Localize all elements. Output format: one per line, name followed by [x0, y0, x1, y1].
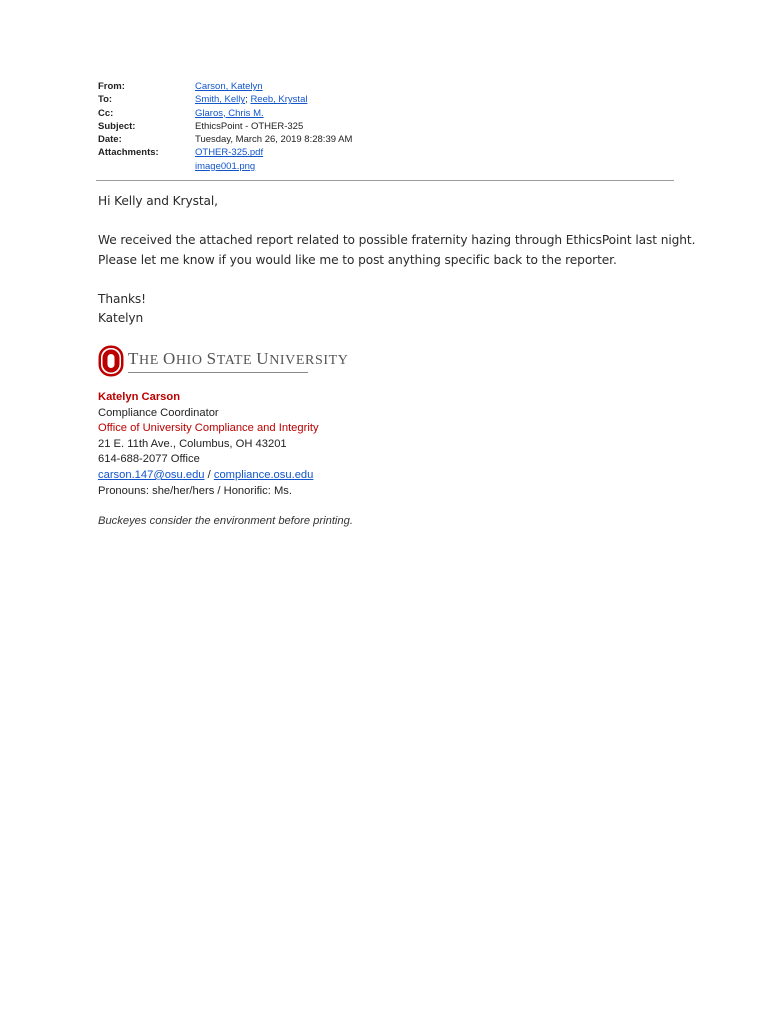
to-values	[195, 93, 307, 106]
cc-link[interactable]: Glaros, Chris M.	[195, 107, 264, 119]
logo-wordmark: THE OHIO STATE UNIVERSITY	[128, 349, 349, 368]
links-separator: /	[204, 468, 214, 481]
block-o-icon	[98, 345, 124, 377]
signature-pronouns: Pronouns: she/her/hers / Honorific: Ms.	[98, 484, 293, 497]
date-label: Date:	[98, 134, 122, 146]
to-link-smith[interactable]: Smith, Kelly	[195, 94, 246, 106]
attachment-png-link[interactable]: image001.png	[195, 160, 256, 172]
attachments-label: Attachments:	[98, 147, 159, 159]
cc-label: Cc:	[98, 107, 114, 119]
attachments-list	[195, 146, 263, 173]
attachments-row	[98, 146, 352, 173]
email-link[interactable]: carson.147@osu.edu	[98, 468, 205, 481]
thanks: Thanks!	[98, 291, 146, 306]
spacer	[98, 270, 698, 290]
from-label: From:	[98, 81, 125, 92]
header-divider	[96, 180, 674, 181]
signature-block	[98, 390, 353, 530]
date-value: Tuesday, March 26, 2019 8:28:39 AM	[195, 134, 353, 146]
subject-label: Subject:	[98, 120, 136, 132]
signature-phone: 614-688-2077 Office	[98, 453, 200, 466]
signature-links	[98, 468, 353, 484]
to-link-reeb[interactable]: Reeb, Krystal	[250, 94, 308, 106]
logo-underline	[128, 372, 308, 373]
cc-row	[98, 107, 352, 120]
print-note: Buckeyes consider the environment before printing.	[98, 515, 353, 528]
spacer	[98, 212, 698, 232]
attachment-pdf-link[interactable]: OTHER-325.pdf	[195, 147, 264, 159]
subject-value: EthicsPoint - OTHER-325	[195, 120, 304, 132]
to-label: To:	[98, 94, 113, 106]
signature-address: 21 E. 11th Ave., Columbus, OH 43201	[98, 437, 287, 450]
body-line-2: Please let me know if you would like me to post anything specific back to the reporter.	[98, 252, 617, 267]
date-row	[98, 133, 352, 146]
email-header	[98, 80, 352, 173]
email-body	[98, 192, 698, 329]
from-row	[98, 80, 352, 93]
to-separator: ;	[245, 94, 248, 106]
to-row	[98, 93, 352, 106]
from-link[interactable]: Carson, Katelyn	[195, 81, 263, 92]
body-line-1: We received the attached report related to possible fraternity hazing through EthicsPoint last night.	[98, 233, 696, 247]
greeting: Hi Kelly and Krystal,	[98, 194, 218, 208]
signature-name: Katelyn Carson	[98, 391, 181, 403]
subject-row	[98, 120, 352, 133]
signoff: Katelyn	[98, 311, 144, 325]
signature-office: Office of University Compliance and Integrity	[98, 422, 319, 435]
website-link[interactable]: compliance.osu.edu	[213, 468, 314, 481]
signature-title: Compliance Coordinator	[98, 406, 219, 419]
